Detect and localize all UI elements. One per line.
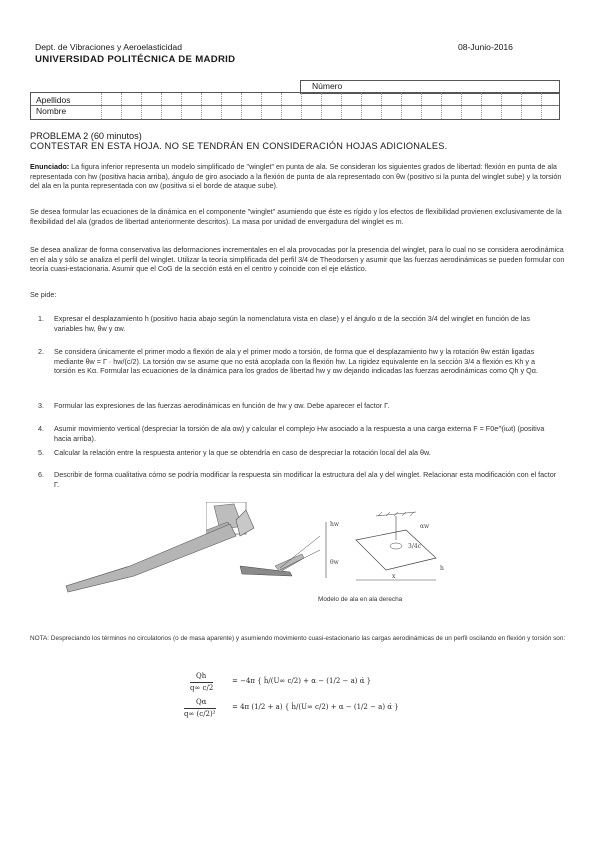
winglet-model-diagram	[316, 508, 456, 610]
grid-line	[461, 93, 462, 119]
eq1-rhs: = −4π { ḣ/(U∞ c/2) + α − (1/2 − a) α̇ }	[232, 677, 372, 685]
grid-line	[381, 93, 382, 119]
callout-line	[280, 550, 320, 570]
grid-line	[221, 93, 222, 119]
grid-line	[181, 93, 182, 119]
question-text: Calcular la relación entre la respuesta anterior y la que se obtendría en caso de despreciar la rotación local del ala θw.	[54, 448, 431, 457]
statement-paragraph-3: Se desea analizar de forma conservativa las deformaciones incrementales en el ala provocadas por la presencia del winglet, para lo cual no se considera aerodinámica en el ala y sólo se analiza el perfil del winglet. Utilizar la teoría simplificada del perfil 3/4 de Theodorsen y asumir que las fuerzas aerodinámicas se pueden formular con teoría cuasi-estacionaria. Asumir que el CoG de la sección está en el centro y coincide con el eje elástico.	[30, 245, 565, 274]
eq1-lhs-num: Qh	[196, 672, 207, 680]
grid-line	[301, 93, 302, 119]
question-text: Formular las expresiones de las fuerzas aerodinámicas en función de hw y αw. Debe aparecer el factor Γ.	[54, 401, 390, 410]
name-divider	[31, 105, 559, 106]
grid-line	[121, 93, 122, 119]
glider-winglet	[236, 510, 254, 536]
grid-line	[201, 93, 202, 119]
name-label: Nombre	[36, 106, 67, 116]
university-name: UNIVERSIDAD POLITÉCNICA DE MADRID	[35, 54, 236, 65]
question-text: Asumir movimiento vertical (despreciar la torsión de ala αw) y calcular el complejo Hw asociado a la respuesta a una carga externa F = F0e^(iωt) (positiva hacia arriba).	[54, 424, 545, 443]
label-theta: θw	[330, 559, 339, 566]
grid-line	[241, 93, 242, 119]
problem-title: PROBLEMA 2 (60 minutos)	[30, 131, 142, 141]
question-text: Describir de forma cualitativa cómo se podría modificar la respuesta sin modificar la estructura del ala y del winglet. Relacionar esta modificación con el factor Γ.	[54, 470, 557, 489]
eq1-lhs-den: q∞ c/2	[190, 684, 214, 692]
grid-line	[441, 93, 442, 119]
name-fields-box[interactable]	[30, 92, 560, 120]
eq2-lhs-num: Qα	[196, 698, 207, 706]
label-x: x	[392, 573, 396, 580]
questions-intro: Se pide:	[30, 290, 57, 299]
grid-line	[101, 93, 102, 119]
surname-label: Apellidos	[36, 95, 71, 105]
question-number: 5.	[38, 448, 44, 457]
grid-line	[341, 93, 342, 119]
grid-line	[421, 93, 422, 119]
rotation-arc-icon	[390, 543, 402, 549]
exam-date: 08-Junio-2016	[458, 42, 513, 52]
glider-wing	[66, 524, 236, 592]
figure-caption: Modelo de ala en ala derecha	[318, 596, 403, 603]
label-three-quarter: 3/4c	[408, 543, 422, 550]
grid-line	[321, 93, 322, 119]
question-text: Expresar el desplazamiento h (positivo hacia abajo según la nomenclatura vista en clase) y el ángulo α de la sección 3/4 del winglet en función de las variables hw, θw y αw.	[54, 314, 531, 333]
grid-line	[261, 93, 262, 119]
grid-line	[141, 93, 142, 119]
eq2-rhs: = 4π (1/2 + a) { ḣ/(U∞ c/2) + α − (1/2 − a) α̇ }	[232, 703, 399, 711]
problem-instructions: CONTESTAR EN ESTA HOJA. NO SE TENDRÁN EN CONSIDERACIÓN HOJAS ADICIONALES.	[30, 141, 448, 151]
question-number: 3.	[38, 401, 44, 410]
statement-paragraph-2: Se desea formular las ecuaciones de la dinámica en el componente "winglet" asumiendo que éste es rígido y los efectos de flexibilidad provienen exclusivamente de la flexibilidad del ala (grados de libertad anteriormente descritos). La masa por unidad de envergadura del winglet es m.	[30, 207, 562, 226]
grid-line	[361, 93, 362, 119]
statement-paragraph-1	[30, 162, 566, 191]
statement-text-1: La figura inferior representa un modelo simplificado de "winglet" en punta de ala. Se consideran los siguientes grados de libertad: flexión en punta de ala representada con hw (positiva hacia arriba), ángulo de giro asociado a la flexión de punta de ala representado con θw (positivo si la punta del winglet sube) y la torsión del ala en la punta representada con αw (positiva si el borde de ataque sube).	[30, 162, 562, 191]
question-number: 4.	[38, 424, 44, 433]
callout-line	[280, 536, 320, 568]
grid-line	[521, 93, 522, 119]
question-number: 1.	[38, 314, 44, 323]
label-h: h	[440, 565, 444, 572]
question-number: 6.	[38, 470, 44, 479]
grid-line	[161, 93, 162, 119]
department-name: Dept. de Vibraciones y Aeroelasticidad	[35, 42, 182, 52]
question-number: 2.	[38, 347, 44, 356]
label-alpha: αw	[420, 523, 430, 530]
grid-line	[401, 93, 402, 119]
glider-tail	[275, 554, 304, 572]
question-text: Se considera únicamente el primer modo a flexión de ala y el primer modo a torsión, de forma que el desplazamiento hw y la rotación θw están ligadas mediante θw = Γ · hw/(c/2). La torsión αw se asume que no está acoplada con la flexión hw. La rigidez equivalente en la sección 3/4 a flexión es Kh y a torsión es Kα. Formular las ecuaciones de la dinámica para los grados de libertad hw y αw dejando indicadas las fuerzas aerodinámicas como Qh y Qα.	[54, 347, 538, 376]
eq2-lhs-den: q∞ (c/2)²	[184, 710, 216, 718]
label-hw: hw	[330, 521, 339, 528]
grid-line	[501, 93, 502, 119]
number-label: Número	[312, 81, 343, 91]
note-text: NOTA: Despreciando los términos no circulatorios (o de masa aparente) y asumiendo movimiento cuasi-estacionario las cargas aerodinámicas de un perfil oscilando en flexión y torsión son:	[30, 635, 566, 642]
glider-body-illustration	[30, 506, 320, 626]
grid-line	[281, 93, 282, 119]
grid-line	[541, 93, 542, 119]
statement-lead: Enunciado:	[30, 162, 70, 171]
grid-line	[481, 93, 482, 119]
